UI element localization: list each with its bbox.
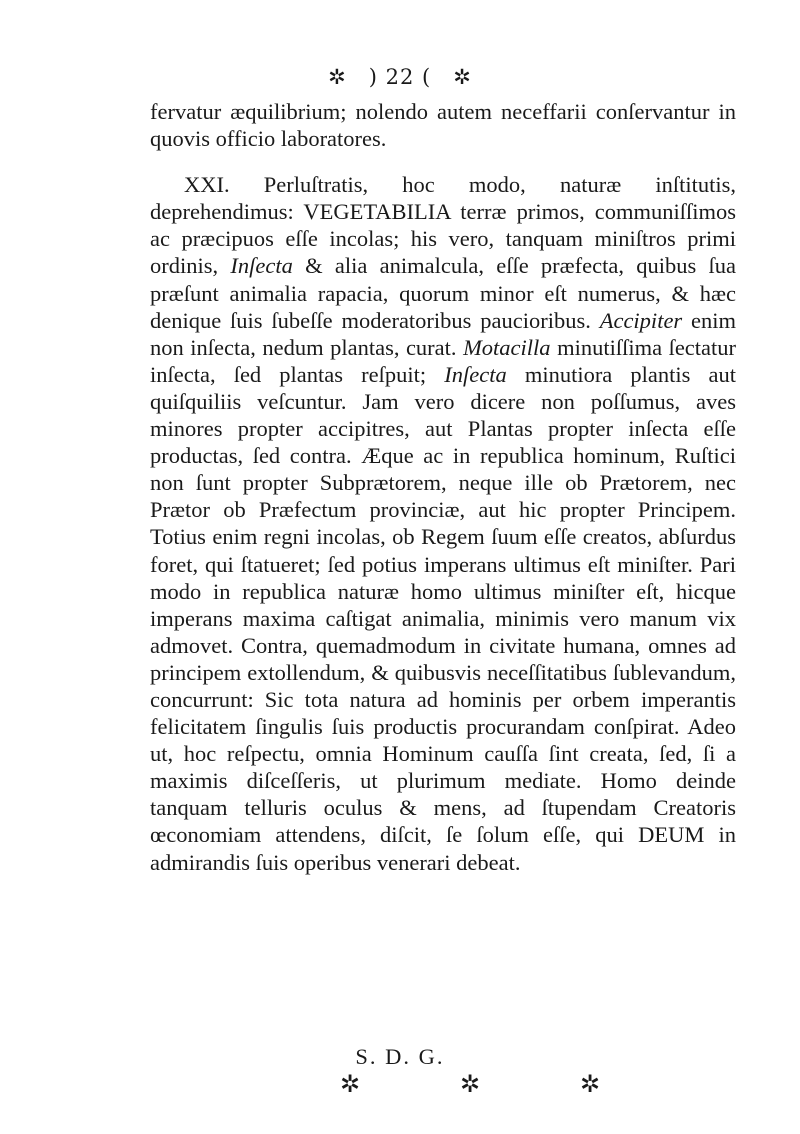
section-number: XXI.: [184, 172, 230, 198]
section-text-3: enim non inſecta, nedum plantas, curat.: [150, 307, 737, 360]
page-number: ) 22 (: [368, 65, 432, 89]
italic-term-insecta: Inſecta: [230, 253, 293, 279]
section-text-1: Perluſtratis, hoc modo, naturæ inſtitutis, deprehendimus: VEGETABILIA terræ primos, communiſſimos ac præcipuos eſſe incolas; his vero, tanquam miniſtros primi ordinis,: [150, 172, 736, 279]
footer-ornaments: [320, 1070, 620, 1098]
italic-term-accipiter: Accipiter: [599, 307, 683, 333]
ornament-star-icon: ✲: [459, 1070, 481, 1098]
ornament-star-icon: ✲: [453, 65, 472, 89]
section-paragraph: [150, 171, 736, 875]
signature-sdg: S. D. G.: [355, 1044, 445, 1069]
ornament-star-icon: ✲: [328, 65, 347, 89]
italic-term-motacilla: Motacilla: [463, 334, 551, 360]
ornament-star-icon: ✲: [339, 1070, 361, 1098]
main-text: [150, 98, 736, 876]
ornament-star-icon: ✲: [579, 1070, 601, 1098]
section-text-2: & alia animalcula, eſſe præfecta, quibus ſua præſunt animalia rapacia, quorum minor eſt numerus, & hæc denique ſuis ſubeſſe moderatoribus paucioribus.: [150, 253, 737, 333]
intro-paragraph: fervatur æquilibrium; nolendo autem neceffarii conſervantur in quovis officio laboratores.: [150, 99, 736, 152]
page-header: [0, 64, 800, 90]
section-text-4: minutiſſima ſectatur inſecta, ſed plantas reſpuit;: [150, 334, 737, 387]
italic-term-insecta-2: Inſecta: [444, 361, 507, 387]
section-text-5: minutiora plantis aut quiſquiliis veſcuntur. Jam vero dicere non poſſumus, aves minores propter accipitres, aut Plantas propter inſecta eſſe productas, ſed contra. Æque ac in republica hominum, Ruſtici non ſunt propter Subprætorem, neque ille ob Prætorem, nec Prætor ob Præfectum provinciæ, aut hic propter Principem. Totius enim regni incolas, ob Regem ſuum eſſe creatos, abſurdus foret, qui ſtatueret; ſed potius imperans ultimus eſt miniſter. Pari modo in republica naturæ homo ultimus miniſter eſt, hicque imperans maxima caſtigat animalia, minimis vero manum vix admovet. Contra, quemadmodum in civitate humana, omnes ad principem extollendum, & quibusvis neceſſitatibus ſublevandum, concurrunt: Sic tota natura ad hominis per orbem imperantis felicitatem ſingulis ſuis productis procurandam conſpirat. Adeo ut, hoc reſpectu, omnia Hominum cauſſa ſint creata, ſed, ſi a maximis diſceſſeris, ut plurimum mediate. Homo deinde tanquam telluris oculus & mens, ad ſtupendam Creatoris œconomiam attendens, diſcit, ſe ſolum eſſe, qui DEUM in admirandis ſuis operibus venerari debeat.: [150, 361, 736, 875]
